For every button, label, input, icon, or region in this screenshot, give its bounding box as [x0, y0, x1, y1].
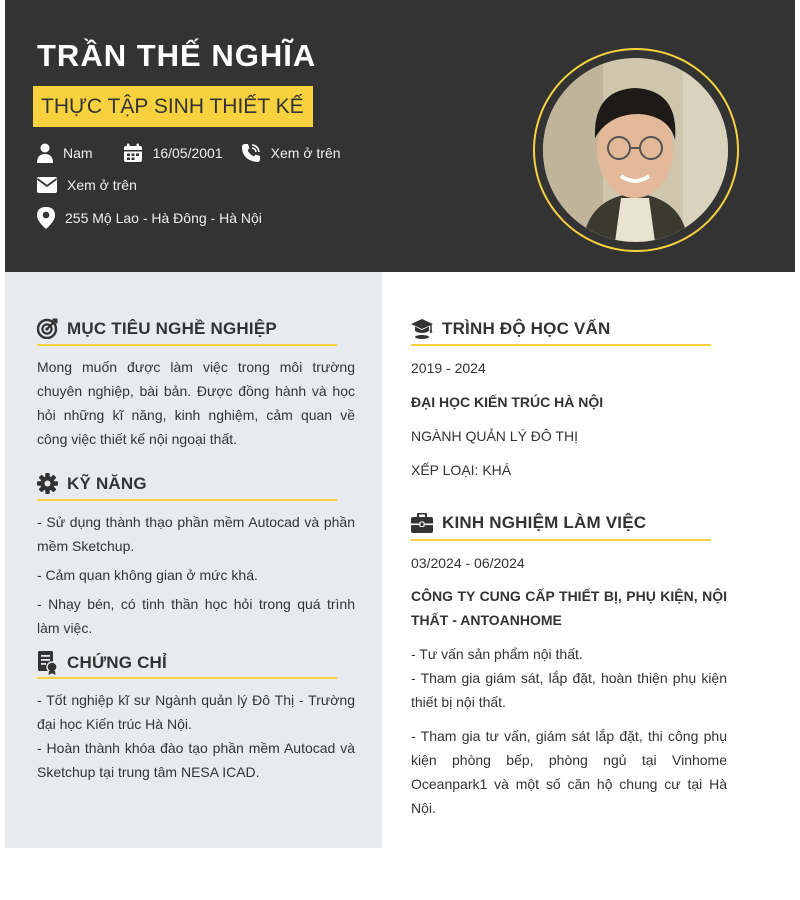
candidate-name: TRẦN THẾ NGHĨA	[37, 38, 317, 73]
address-item	[37, 207, 262, 229]
objective-text: Mong muốn được làm việc trong môi trường chuyên nghiệp, bài bản. Được đồng hành và học hỏi những kĩ năng, kinh nghiệm, cảm quan về công việc thiết kế nội ngoại thất.	[37, 359, 355, 447]
phone-value: Xem ở trên	[270, 145, 341, 161]
certificates-title: CHỨNG CHỈ	[67, 653, 167, 672]
experience-company: CÔNG TY CUNG CẤP THIẾT BỊ, PHỤ KIỆN, NỘI THẤT - ANTOANHOME	[411, 588, 727, 628]
info-row-3	[37, 207, 280, 229]
email-item	[37, 176, 137, 194]
certificates-underline	[37, 677, 337, 679]
skills-title: KỸ NĂNG	[67, 473, 147, 493]
certificate-icon	[37, 651, 58, 675]
calendar-icon	[123, 143, 143, 163]
certificate-item: - Hoàn thành khóa đào tạo phần mềm Autocad và Sketchup tại trung tâm NESA ICAD.	[37, 740, 355, 780]
cv-header	[5, 0, 795, 272]
experience-item: - Tham gia tư vấn, giám sát lắp đặt, thi công phụ kiện phòng bếp, phòng ngủ tại Vinhome Oceanpark1 và một số căn hộ chung cư tại Hà Nội.	[411, 728, 727, 816]
gender-value: Nam	[63, 145, 93, 161]
skill-item: - Nhạy bén, có tinh thần học hỏi trong quá trình làm việc.	[37, 596, 355, 636]
info-row-1	[37, 143, 359, 163]
skills-underline	[37, 499, 337, 501]
experience-underline	[411, 539, 711, 541]
avatar-photo	[543, 58, 728, 242]
address-value: 255 Mộ Lao - Hà Đông - Hà Nội	[65, 210, 262, 226]
experience-item: - Tư vấn sản phẩm nội thất.	[411, 646, 583, 662]
info-row-2	[37, 176, 155, 194]
user-icon	[37, 143, 53, 163]
phone-item	[241, 143, 341, 163]
skill-item: - Cảm quan không gian ở mức khá.	[37, 567, 258, 583]
certificate-item: - Tốt nghiệp kĩ sư Ngành quản lý Đô Thị - Trường đại học Kiến trúc Hà Nội.	[37, 692, 355, 732]
objective-title: MỤC TIÊU NGHỀ NGHIỆP	[67, 318, 277, 338]
education-grade: XẾP LOẠI: KHÁ	[411, 462, 512, 478]
education-major: NGÀNH QUẢN LÝ ĐÔ THỊ	[411, 428, 578, 444]
dob-value: 16/05/2001	[152, 145, 223, 161]
gender-item	[37, 143, 93, 163]
map-pin-icon	[37, 207, 55, 229]
envelope-icon	[37, 176, 57, 194]
skills-heading	[37, 473, 147, 494]
education-school: ĐẠI HỌC KIẾN TRÚC HÀ NỘI	[411, 394, 604, 410]
dob-item	[123, 143, 223, 163]
experience-period: 03/2024 - 06/2024	[411, 555, 525, 571]
education-period: 2019 - 2024	[411, 360, 486, 376]
education-underline	[411, 344, 711, 346]
briefcase-icon	[411, 513, 433, 533]
gear-icon	[37, 473, 58, 494]
phone-icon	[241, 143, 261, 163]
experience-item: - Tham gia giám sát, lắp đặt, hoàn thiện phụ kiện thiết bị nội thất.	[411, 670, 727, 710]
experience-heading	[411, 513, 646, 533]
objective-underline	[37, 344, 337, 346]
email-value: Xem ở trên	[67, 177, 137, 193]
candidate-role: THỰC TẬP SINH THIẾT KẾ	[33, 86, 313, 127]
education-title: TRÌNH ĐỘ HỌC VẤN	[442, 318, 611, 338]
skill-item: - Sử dụng thành thạo phần mềm Autocad và phần mềm Sketchup.	[37, 514, 355, 554]
objective-heading	[37, 318, 277, 339]
experience-title: KINH NGHIỆM LÀM VIỆC	[442, 513, 647, 532]
certificates-heading	[37, 651, 167, 675]
graduation-cap-icon	[411, 318, 433, 339]
education-heading	[411, 318, 610, 339]
target-icon	[37, 318, 58, 339]
